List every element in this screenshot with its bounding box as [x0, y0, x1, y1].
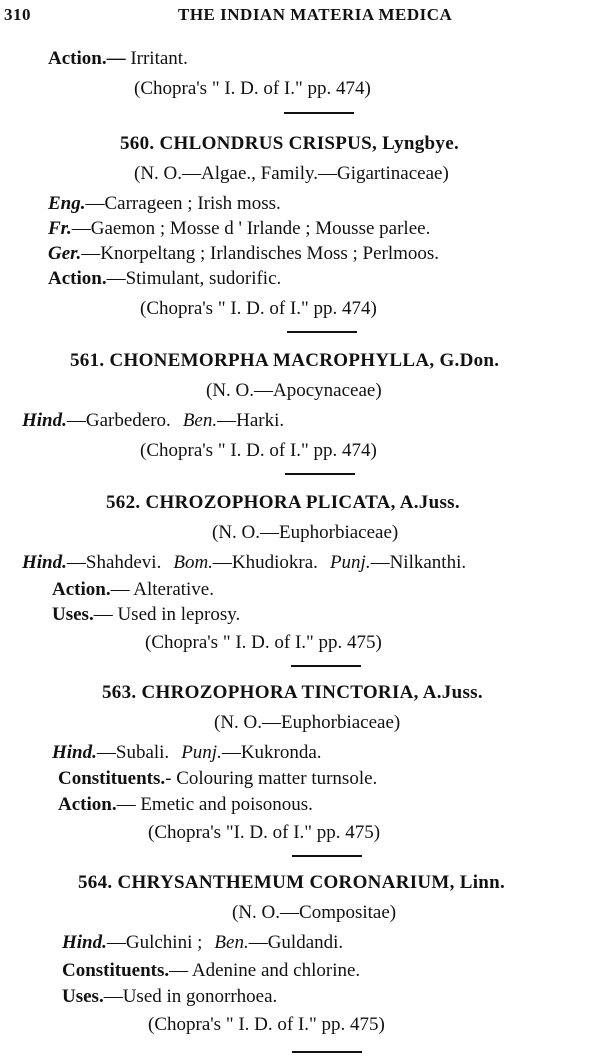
text: —Stimulant, sudorific.: [106, 268, 282, 289]
entry-line: [52, 742, 322, 764]
entry-line: [58, 768, 377, 790]
text: —Used in gonorrhoea.: [103, 986, 278, 1007]
entry-title: 560. CHLONDRUS CRISPUS, Lyngbye.: [120, 133, 459, 154]
entry-title: 563. CHROZOPHORA TINCTORIA, A.Juss.: [102, 682, 483, 703]
text: —Shahdevi.: [66, 552, 162, 573]
label: Punj.: [329, 552, 371, 573]
page-number: 310: [4, 5, 31, 24]
text: —Gaemon ; Mosse d ' Irlande ; Mousse parlee.: [71, 218, 431, 239]
reference: (Chopra's " I. D. of I." pp. 475): [148, 1014, 385, 1035]
entry-line: [62, 986, 277, 1008]
divider: [292, 855, 362, 857]
entry-line: [52, 604, 240, 626]
text: - Colouring matter turnsole.: [165, 768, 378, 789]
text: —Carrageen ; Irish moss.: [85, 193, 281, 214]
text: — Alterative.: [110, 579, 214, 600]
label: Eng.: [48, 193, 86, 214]
label: Hind.: [52, 742, 97, 763]
text: — Adenine and chlorine.: [169, 960, 361, 981]
label: Hind.: [62, 932, 107, 953]
action-label: Action.—: [48, 48, 126, 69]
entry-line: [52, 579, 214, 601]
label: Ben.: [182, 410, 218, 431]
text: —Nilkanthi.: [370, 552, 467, 573]
text: —Guldandi.: [248, 932, 344, 953]
label: Punj.: [181, 742, 222, 763]
text: — Emetic and poisonous.: [116, 794, 313, 815]
label: Action.: [48, 268, 107, 289]
entry-line: [58, 794, 313, 816]
label: Action.: [58, 794, 117, 815]
entry-line: [48, 243, 439, 265]
text: —Garbedero.: [66, 410, 171, 431]
reference: (Chopra's " I. D. of I." pp. 474): [140, 440, 377, 461]
label: Hind.: [22, 410, 67, 431]
entry-family: (N. O.—Euphorbiaceae): [214, 712, 401, 733]
label: Fr.: [48, 218, 72, 239]
entry-family: (N. O.—Compositae): [232, 902, 397, 923]
divider: [287, 331, 357, 333]
entry-title: 562. CHROZOPHORA PLICATA, A.Juss.: [106, 492, 460, 513]
intro-action: [48, 48, 188, 70]
text: —Gulchini ;: [106, 932, 203, 953]
text: — Used in leprosy.: [93, 604, 241, 625]
running-title: THE INDIAN MATERIA MEDICA: [178, 5, 453, 24]
reference: (Chopra's " I. D. of I." pp. 474): [140, 298, 377, 319]
entry-line: [62, 932, 343, 954]
text: —Knorpeltang ; Irlandisches Moss ; Perlmoos.: [81, 243, 440, 264]
text: —Kukronda.: [221, 742, 322, 763]
entry-title: 564. CHRYSANTHEMUM CORONARIUM, Linn.: [78, 872, 506, 893]
entry-family: (N. O.—Algae., Family.—Gigartinaceae): [134, 163, 449, 184]
label: Ger.: [48, 243, 82, 264]
text: —Harki.: [217, 410, 285, 431]
entry-title: 561. CHONEMORPHA MACROPHYLLA, G.Don.: [70, 350, 500, 371]
label: Hind.: [22, 552, 67, 573]
entry-family: (N. O.—Apocynaceae): [206, 380, 382, 401]
divider: [291, 665, 361, 667]
label: Constituents.: [62, 960, 170, 981]
entry-line: [48, 218, 430, 240]
entry-line: [48, 268, 281, 290]
action-text: Irritant.: [125, 48, 188, 69]
divider: [284, 112, 354, 114]
text: —Subali.: [96, 742, 170, 763]
label: Ben.: [214, 932, 249, 953]
label: Action.: [52, 579, 111, 600]
divider: [285, 473, 355, 475]
text: —Khudiokra.: [212, 552, 318, 573]
entry-family: (N. O.—Euphorbiaceae): [212, 522, 399, 543]
label: Uses.: [52, 604, 94, 625]
entry-line: [62, 960, 360, 982]
label: Uses.: [62, 986, 104, 1007]
label: Bom.: [173, 552, 213, 573]
divider: [292, 1051, 362, 1053]
entry-line: [22, 552, 466, 574]
entry-line: [22, 410, 284, 432]
reference: (Chopra's " I. D. of I." pp. 475): [145, 632, 382, 653]
reference: (Chopra's " I. D. of I." pp. 474): [134, 78, 371, 99]
label: Constituents.: [58, 768, 166, 789]
reference: (Chopra's "I. D. of I." pp. 475): [148, 822, 381, 843]
entry-line: [48, 193, 281, 215]
